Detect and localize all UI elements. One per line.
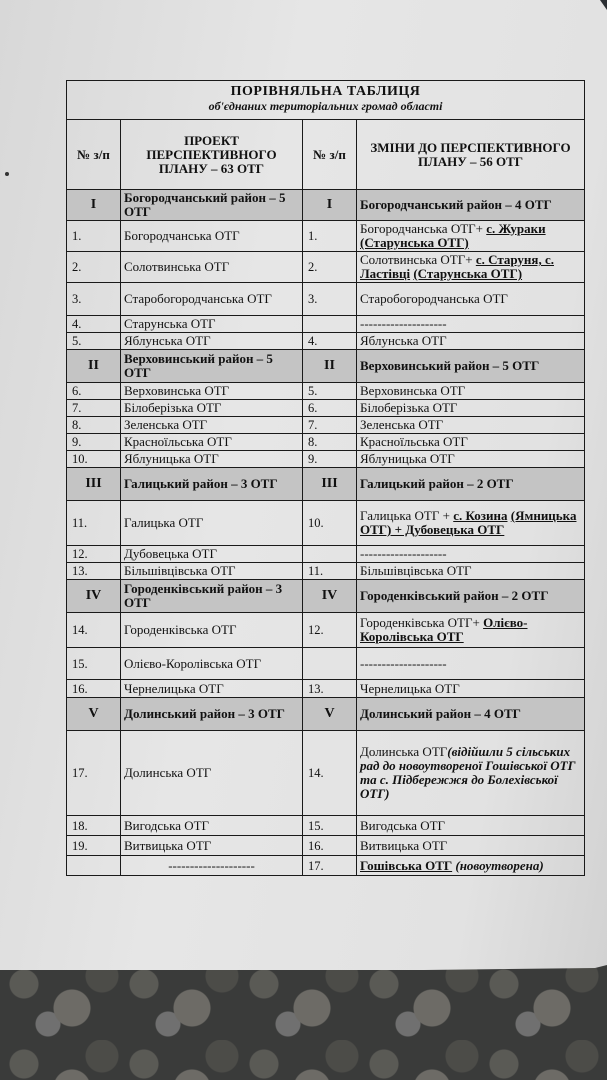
changes-text: Галицький район – 2 ОТГ [360,476,514,491]
changes-text: Яблуницька ОТГ [360,451,455,466]
changes-text: Чернелицька ОТГ [360,680,460,696]
changes-text: Солотвинська ОТГ+ [360,252,476,267]
cell-project: Галицька ОТГ [121,501,303,546]
cell-num-right: 15. [303,816,357,836]
changes-text: Яблунська ОТГ [360,333,447,348]
cell-project: Яблуницька ОТГ [121,451,303,468]
district-row [67,190,585,221]
cell-project: Долинський район – 3 ОТГ [121,698,303,731]
changes-source-otg: (Старунська ОТГ) [360,235,469,250]
changes-added-village: с. Жураки [486,221,546,236]
district-row [67,350,585,383]
table-row [67,836,585,856]
cell-num-right: 6. [303,400,357,417]
cell-changes [357,400,585,417]
cell-changes [357,383,585,400]
header-num-left: № з/п [67,120,121,190]
table-row [67,316,585,333]
table-row [67,400,585,417]
cell-project: -------------------- [121,856,303,876]
cell-project: Зеленська ОТГ [121,417,303,434]
district-row [67,580,585,613]
cell-project: Солотвинська ОТГ [121,252,303,283]
cell-num-right: III [303,468,357,501]
cell-project: Галицький район – 3 ОТГ [121,468,303,501]
changes-text: Вигодська ОТГ [360,817,446,833]
cell-num-left: 3. [67,283,121,316]
hole-mark [5,172,9,176]
cell-num-left: 11. [67,501,121,546]
table-row [67,383,585,400]
cell-changes [357,451,585,468]
changes-text: Галицька ОТГ + [360,508,454,523]
table-subtitle: об'єднаних територіальних громад області [208,99,443,113]
cell-project: Красноїльська ОТГ [121,434,303,451]
cell-num-right: 14. [303,731,357,816]
changes-text: Витвицька ОТГ [360,837,448,853]
cell-changes [357,698,585,731]
cell-num-right [303,316,357,333]
changes-source-otg: Гошівська ОТГ [360,857,453,873]
cell-project: Чернелицька ОТГ [121,680,303,698]
cell-project: Долинська ОТГ [121,731,303,816]
cell-changes [357,417,585,434]
table-row [67,434,585,451]
cell-changes [357,252,585,283]
cell-num-left: IV [67,580,121,613]
cell-changes [357,546,585,563]
cell-changes [357,680,585,698]
cell-num-left: III [67,468,121,501]
cell-num-right: 3. [303,283,357,316]
changes-text: Долинська ОТГ [360,744,448,759]
cell-num-left: 15. [67,648,121,680]
cell-project: Яблунська ОТГ [121,333,303,350]
cell-num-left: 4. [67,316,121,333]
cell-changes [357,350,585,383]
cell-changes [357,501,585,546]
cell-num-right: 17. [303,856,357,876]
changes-text: -------------------- [360,655,447,671]
cell-changes [357,731,585,816]
table-row [67,333,585,350]
cell-num-left: 2. [67,252,121,283]
cell-num-right: 10. [303,501,357,546]
cell-num-right: II [303,350,357,383]
cell-num-right: 8. [303,434,357,451]
cell-num-left: 12. [67,546,121,563]
district-row [67,468,585,501]
cell-num-left: V [67,698,121,731]
cell-project: Верховинська ОТГ [121,383,303,400]
table-row [67,648,585,680]
cell-num-left: II [67,350,121,383]
cell-num-left: 16. [67,680,121,698]
cell-changes [357,316,585,333]
table-row [67,501,585,546]
changes-text: -------------------- [360,316,447,331]
cell-num-right: 4. [303,333,357,350]
cell-changes [357,580,585,613]
table-row [67,451,585,468]
changes-text: Верховинський район – 5 ОТГ [360,358,540,373]
cell-num-left: 10. [67,451,121,468]
table-body [67,190,585,876]
table-row [67,613,585,648]
cell-num-left: 18. [67,816,121,836]
changes-text: Більшівцівська ОТГ [360,563,472,578]
table-row [67,563,585,580]
cell-project: Дубовецька ОТГ [121,546,303,563]
cell-num-right: 9. [303,451,357,468]
floor-background [0,960,607,1080]
changes-added-village: с. Козина [453,508,508,523]
cell-num-left: 1. [67,221,121,252]
cell-changes [357,190,585,221]
cell-num-left: I [67,190,121,221]
table-row [67,546,585,563]
changes-text: -------------------- [360,546,447,561]
cell-project: Більшівцівська ОТГ [121,563,303,580]
cell-changes [357,283,585,316]
table-title-row [67,81,585,120]
cell-project: Старобогородчанська ОТГ [121,283,303,316]
cell-num-right: IV [303,580,357,613]
cell-num-right: 12. [303,613,357,648]
cell-num-left [67,856,121,876]
table-title: ПОРІВНЯЛЬНА ТАБЛИЦЯ [230,84,421,99]
cell-changes [357,648,585,680]
cell-num-left: 7. [67,400,121,417]
cell-project: Богородчанська ОТГ [121,221,303,252]
cell-project: Вигодська ОТГ [121,816,303,836]
changes-text: Городенківський район – 2 ОТГ [360,588,549,603]
changes-text: Долинський район – 4 ОТГ [360,706,521,721]
cell-changes [357,816,585,836]
changes-text: Богородчанський район – 4 ОТГ [360,197,552,212]
changes-source-otg: Олієво-Королівська ОТГ [360,615,528,644]
cell-project: Білоберізька ОТГ [121,400,303,417]
cell-project: Старунська ОТГ [121,316,303,333]
table-row [67,417,585,434]
changes-text: Богородчанська ОТГ+ [360,221,487,236]
table-row [67,252,585,283]
changes-note: (відійшли 5 сільських рад до новоутвореної Гошівської ОТГ та с. Підбережжя до Болехівської ОТГ) [360,744,576,801]
comparison-table [66,80,585,876]
cell-num-left: 17. [67,731,121,816]
changes-text: Білоберізька ОТГ [360,400,458,415]
cell-num-left: 9. [67,434,121,451]
table-row [67,283,585,316]
cell-project: Городенківський район – 3 ОТГ [121,580,303,613]
header-num-right: № з/п [303,120,357,190]
table-row [67,731,585,816]
cell-num-right: 2. [303,252,357,283]
changes-text: Старобогородчанська ОТГ [360,291,508,306]
cell-num-left: 13. [67,563,121,580]
cell-num-left: 8. [67,417,121,434]
table-row [67,856,585,876]
cell-num-left: 14. [67,613,121,648]
cell-project: Витвицька ОТГ [121,836,303,856]
cell-project: Олієво-Королівська ОТГ [121,648,303,680]
table-row [67,221,585,252]
cell-project: Верховинський район – 5 ОТГ [121,350,303,383]
cell-changes [357,468,585,501]
cell-changes [357,856,585,876]
header-changes: ЗМІНИ ДО ПЕРСПЕКТИВНОГО ПЛАНУ – 56 ОТГ [357,120,585,190]
cell-num-right: I [303,190,357,221]
changes-text: Зеленська ОТГ [360,417,444,432]
cell-changes [357,836,585,856]
cell-num-right: 13. [303,680,357,698]
changes-added-village: с. Старуня, с. Ластівці [360,252,554,281]
cell-num-right: 7. [303,417,357,434]
changes-note: (новоутворена) [452,857,544,873]
cell-num-right: 11. [303,563,357,580]
cell-num-right [303,546,357,563]
cell-changes [357,434,585,451]
cell-num-left: 5. [67,333,121,350]
cell-changes [357,333,585,350]
cell-num-right: 16. [303,836,357,856]
table-row [67,816,585,836]
cell-num-left: 6. [67,383,121,400]
changes-text: Красноїльська ОТГ [360,434,468,449]
cell-project: Городенківська ОТГ [121,613,303,648]
cell-num-right [303,648,357,680]
cell-project: Богородчанський район – 5 ОТГ [121,190,303,221]
cell-num-right: 1. [303,221,357,252]
table-row [67,680,585,698]
cell-changes [357,563,585,580]
changes-source-otg: (Ямницька ОТГ) + Дубовецька ОТГ [360,508,577,537]
cell-num-left: 19. [67,836,121,856]
changes-text: Верховинська ОТГ [360,383,466,398]
cell-num-right: V [303,698,357,731]
changes-source-otg: (Старунська ОТГ) [413,266,523,281]
header-row [67,120,585,190]
header-project: ПРОЕКТ ПЕРСПЕКТИВНОГО ПЛАНУ – 63 ОТГ [121,120,303,190]
cell-changes [357,221,585,252]
district-row [67,698,585,731]
changes-text: Городенківська ОТГ+ [360,615,484,630]
cell-num-right: 5. [303,383,357,400]
cell-changes [357,613,585,648]
